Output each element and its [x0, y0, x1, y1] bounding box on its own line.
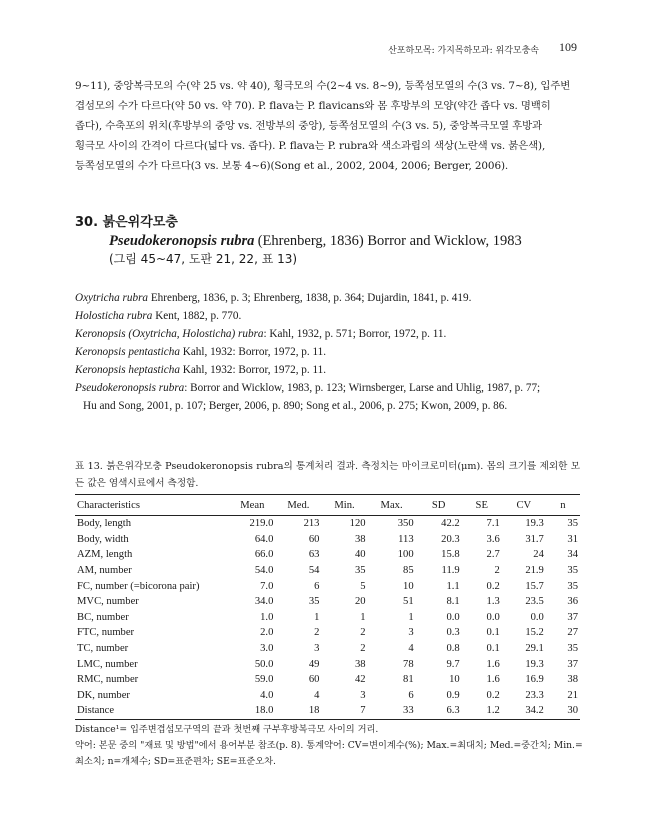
table-cell: 5 — [360, 580, 366, 592]
table-cell: 6.3 — [446, 705, 460, 717]
table-cell: 59.0 — [254, 674, 274, 686]
table-cell: 21.9 — [525, 565, 544, 577]
table-cell: 4.0 — [260, 689, 274, 701]
table-cell: 20 — [354, 596, 366, 608]
table-row — [75, 532, 580, 548]
species-scientific-heading — [75, 232, 595, 250]
table-cell: 21 — [567, 689, 578, 701]
table-cell: 1.1 — [446, 580, 460, 592]
footnote-distance: Distance¹= 입주변겹섬모구역의 끝과 첫번째 구부후방복극모 사이의 거리. — [75, 724, 379, 735]
table-cell: 29.1 — [525, 643, 544, 655]
table-cell: 35 — [567, 565, 578, 577]
footnotes — [75, 722, 583, 770]
statistics-table — [75, 494, 580, 720]
synonym-entry — [75, 307, 585, 325]
table-cell: 78 — [403, 658, 414, 670]
table-row — [75, 688, 580, 704]
table-row — [75, 672, 580, 688]
table-cell: 1.2 — [486, 705, 500, 717]
species-authority: (Ehrenberg, 1836) Borror and Wicklow, 1983 — [257, 233, 522, 249]
column-header: Characteristics — [77, 499, 140, 511]
synonym-name: Keronopsis pentasticha — [75, 346, 180, 358]
table-cell: 18 — [308, 705, 320, 717]
table-cell: 40 — [354, 549, 366, 561]
table-row — [75, 703, 580, 719]
synonym-name: Oxytricha rubra — [75, 292, 149, 304]
table-cell: 38 — [354, 658, 366, 670]
table-cell: 2 — [494, 565, 500, 577]
synonym-entry — [75, 325, 585, 343]
table-cell: 31.7 — [525, 533, 544, 545]
table-cell: 1 — [360, 611, 366, 623]
table-cell: 24 — [533, 549, 544, 561]
table-cell: 219.0 — [249, 518, 274, 530]
running-title: 산포하모목: 가지목하모과: 위각모충속 — [388, 46, 539, 56]
table-cell: 7.0 — [260, 580, 274, 592]
table-cell: 3 — [314, 643, 320, 655]
intro-line: 9~11), 중앙복극모의 수(약 25 vs. 약 40), 횡극모의 수(2~4 vs. 8~9), 등쪽섬모열의 수(3 vs. 7~8), 입주변 — [75, 80, 571, 92]
table-cell: 2 — [360, 627, 366, 639]
table-cell: 1 — [408, 611, 414, 623]
species-korean-name: 붉은위각모충 — [102, 215, 178, 230]
table-cell: 10 — [449, 674, 460, 686]
table-cell: 1 — [314, 611, 320, 623]
species-heading — [75, 214, 595, 268]
synonym-continuation: Hu and Song, 2001, p. 107; Berger, 2006, p. 890; Song et al., 2006, p. 275; Kwon, 2009, p. 86. — [83, 400, 508, 412]
table-cell: 16.9 — [525, 674, 544, 686]
table-cell: 30 — [567, 705, 578, 717]
table-row — [75, 516, 580, 532]
table-cell: 42.2 — [441, 518, 460, 530]
table-cell: 36 — [567, 596, 578, 608]
table-cell: 4 — [314, 689, 320, 701]
column-header: Min. — [334, 499, 355, 511]
table-cell: 1.6 — [486, 658, 500, 670]
row-label: Body, width — [77, 533, 129, 545]
table-cell: 63 — [308, 549, 320, 561]
table-cell: 34.2 — [525, 705, 544, 717]
species-korean-heading — [75, 214, 595, 232]
table-cell: 20.3 — [441, 533, 460, 545]
table-body — [75, 516, 580, 720]
table-cell: 100 — [397, 549, 414, 561]
table-cell: 35 — [567, 580, 578, 592]
table-cell: 38 — [354, 533, 366, 545]
table-cell: 7.1 — [486, 518, 500, 530]
table-cell: 18.0 — [254, 705, 274, 717]
table-cell: 3 — [408, 627, 414, 639]
table-cell: 0.8 — [446, 643, 460, 655]
row-label: LMC, number — [77, 658, 138, 670]
synonym-entry — [75, 343, 585, 361]
column-header: Mean — [240, 499, 265, 511]
table-cell: 19.3 — [525, 518, 544, 530]
table-cell: 6 — [314, 580, 320, 592]
intro-line: 횡극모 사이의 간격이 다르다(넓다 vs. 좁다). P. flava는 P. rubra와 색소과립의 색상(노란색 vs. 붉은색), — [75, 140, 546, 152]
table-cell: 0.9 — [446, 689, 460, 701]
row-label: Body, length — [77, 518, 132, 530]
table-row — [75, 547, 580, 563]
table-cell: 3.6 — [486, 533, 500, 545]
species-number: 30. — [75, 215, 99, 230]
table-row — [75, 656, 580, 672]
synonym-ref: Ehrenberg, 1836, p. 3; Ehrenberg, 1838, p. 364; Dujardin, 1841, p. 419. — [148, 292, 472, 304]
table-cell: 10 — [403, 580, 414, 592]
column-header: Max. — [380, 499, 403, 511]
page-header — [75, 40, 577, 56]
table-cell: 33 — [403, 705, 414, 717]
table-cell: 0.3 — [446, 627, 460, 639]
table-cell: 54.0 — [254, 565, 274, 577]
table-cell: 213 — [303, 518, 320, 530]
table-cell: 34 — [567, 549, 578, 561]
table-cell: 113 — [398, 533, 414, 545]
table-row — [75, 625, 580, 641]
intro-line: 겹섬모의 수가 다르다(약 50 vs. 약 70). P. flava는 P. flavicans와 몸 후방부의 모양(약간 좁다 vs. 명백히 — [75, 100, 551, 112]
table-cell: 27 — [567, 627, 578, 639]
table-cell: 23.3 — [525, 689, 544, 701]
table-cell: 49 — [308, 658, 320, 670]
table-cell: 85 — [403, 565, 414, 577]
row-label: BC, number — [77, 611, 129, 623]
table-cell: 0.1 — [486, 627, 500, 639]
table-cell: 1.0 — [260, 611, 274, 623]
row-label: Distance — [77, 705, 115, 717]
table-cell: 2.7 — [486, 549, 500, 561]
synonym-ref: Kahl, 1932: Borror, 1972, p. 11. — [179, 364, 327, 376]
table-cell: 64.0 — [254, 533, 274, 545]
table-row — [75, 563, 580, 579]
table-cell: 54 — [308, 565, 320, 577]
table-cell: 350 — [397, 518, 414, 530]
table-cell: 60 — [308, 674, 320, 686]
table-cell: 0.2 — [486, 580, 500, 592]
row-label: TC, number — [77, 643, 129, 655]
row-label: FC, number (=bicorona pair) — [77, 580, 200, 592]
synonym-ref: Kent, 1882, p. 770. — [152, 310, 242, 322]
table-row — [75, 641, 580, 657]
table-row — [75, 578, 580, 594]
synonym-ref: : Kahl, 1932, p. 571; Borror, 1972, p. 11. — [263, 328, 447, 340]
column-header: CV — [516, 499, 532, 511]
page-number: 109 — [559, 40, 577, 54]
table-cell: 3.0 — [260, 643, 274, 655]
table-cell: 19.3 — [525, 658, 544, 670]
intro-line: 등쪽섬모열의 수가 다르다(3 vs. 보통 4~6)(Song et al., 2002, 2004, 2006; Berger, 2006). — [75, 160, 509, 172]
synonym-name: Holosticha rubra — [75, 310, 153, 322]
intro-line: 좁다), 수축포의 위치(후방부의 중앙 vs. 전방부의 중앙), 등쪽섬모열의 수(3 vs. 5), 중앙복극모열 후방과 — [75, 120, 542, 132]
table-cell: 0.0 — [486, 611, 500, 623]
table-cell: 23.5 — [525, 596, 544, 608]
table-cell: 4 — [408, 643, 414, 655]
synonym-name: Keronopsis (Oxytricha, Holosticha) rubra — [75, 328, 264, 340]
table-row — [75, 594, 580, 610]
table-cell: 1.3 — [486, 596, 500, 608]
table-cell: 60 — [308, 533, 320, 545]
table-cell: 38 — [567, 674, 578, 686]
table-cell: 81 — [403, 674, 414, 686]
synonym-entry — [75, 289, 585, 307]
row-label: DK, number — [77, 689, 130, 701]
table-cell: 0.2 — [486, 689, 500, 701]
table-cell: 120 — [349, 518, 366, 530]
table-cell: 0.0 — [530, 611, 544, 623]
table-cell: 0.0 — [446, 611, 460, 623]
table-cell: 51 — [403, 596, 414, 608]
table-cell: 15.2 — [525, 627, 544, 639]
synonym-name: Pseudokeronopsis rubra — [75, 382, 185, 394]
table-cell: 2 — [314, 627, 320, 639]
column-header: n — [560, 499, 566, 511]
synonym-ref: Kahl, 1932: Borror, 1972, p. 11. — [179, 346, 327, 358]
table-cell: 15.8 — [441, 549, 460, 561]
table-cell: 35 — [354, 565, 366, 577]
table-cell: 34.0 — [254, 596, 274, 608]
table-cell: 0.1 — [486, 643, 500, 655]
row-label: RMC, number — [77, 674, 139, 686]
synonym-entry — [75, 379, 585, 397]
table-cell: 1.6 — [486, 674, 500, 686]
table-cell: 15.7 — [525, 580, 544, 592]
synonym-name: Keronopsis heptasticha — [75, 364, 180, 376]
table-cell: 11.9 — [441, 565, 460, 577]
row-label: MVC, number — [77, 596, 139, 608]
table-cell: 3 — [360, 689, 366, 701]
table-cell: 7 — [360, 705, 366, 717]
column-header: SE — [475, 499, 488, 511]
table-cell: 8.1 — [446, 596, 460, 608]
species-figures: (그림 45~47, 도판 21, 22, 표 13) — [109, 252, 298, 266]
synonym-list — [75, 289, 585, 415]
table-cell: 50.0 — [254, 658, 274, 670]
table-cell: 6 — [408, 689, 414, 701]
synonym-entry — [75, 361, 585, 379]
table-cell: 2 — [360, 643, 366, 655]
intro-paragraph — [75, 76, 580, 176]
table-cell: 37 — [567, 611, 578, 623]
row-label: FTC, number — [77, 627, 135, 639]
table-cell: 35 — [567, 643, 578, 655]
table-cell: 35 — [308, 596, 320, 608]
table-cell: 35 — [567, 518, 578, 530]
table-cell: 31 — [567, 533, 578, 545]
column-header: Med. — [287, 499, 310, 511]
row-label: AM, number — [77, 565, 132, 577]
table-cell: 37 — [567, 658, 578, 670]
table-caption: 표 13. 붉은위각모충 Pseudokeronopsis rubra의 통계처리 결과. 측정치는 마이크로미터(μm). 몸의 크기를 제외한 모든 값은 염색시료에서 측정함. — [75, 461, 580, 489]
footnote-abbreviations: 약어: 본문 중의 "재료 및 방법"에서 용어부분 참조(p. 8). 통계약어: CV=변이계수(%); Max.=최대치; Med.=중간치; Min.=최소치; n=개체수; SD=표준편차; SE=표준오차. — [75, 740, 583, 767]
row-label: AZM, length — [77, 549, 133, 561]
column-header: SD — [431, 499, 446, 511]
table-cell: 9.7 — [446, 658, 460, 670]
table-row — [75, 610, 580, 626]
table-cell: 2.0 — [260, 627, 274, 639]
table-cell: 66.0 — [254, 549, 274, 561]
synonym-ref: : Borror and Wicklow, 1983, p. 123; Wirnsberger, Larse and Uhlig, 1987, p. 77; — [184, 382, 541, 394]
species-scientific-name: Pseudokeronopsis rubra — [109, 233, 255, 249]
table-header-row — [75, 495, 580, 516]
table-cell: 42 — [354, 674, 366, 686]
